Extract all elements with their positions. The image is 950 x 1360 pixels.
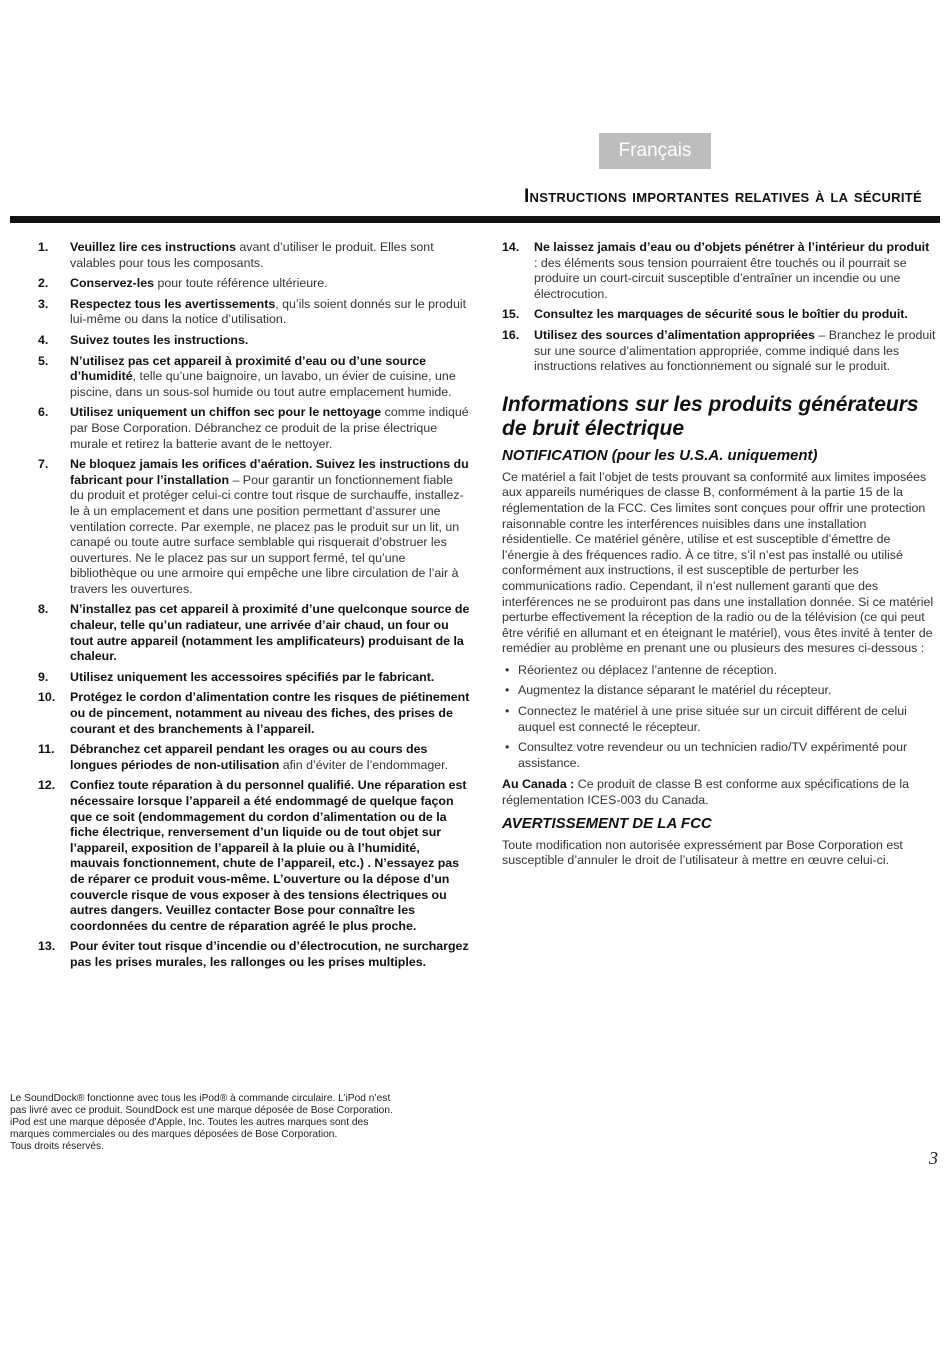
fcc-warning-text: Toute modification non autorisée expressément par Bose Corporation est susceptible d’annuler le droit de l’utilisateur à mettre en œuvre celui-ci. (502, 837, 903, 868)
safety-instructions-list-continued (502, 240, 936, 375)
instruction-number: 12. (38, 778, 56, 793)
page-number: 3 (929, 1148, 938, 1168)
instruction-item (38, 405, 470, 452)
instruction-number: 11. (38, 742, 55, 757)
trademark-footnote (10, 1093, 480, 1153)
instruction-item (38, 240, 470, 271)
instruction-number: 16. (502, 327, 520, 342)
instruction-item (502, 240, 936, 302)
footnote-line: marques commerciales ou des marques déposées de Bose Corporation. (10, 1129, 338, 1140)
instruction-number: 6. (38, 405, 49, 420)
instruction-number: 8. (38, 602, 49, 617)
instruction-bold-text: Consultez les marquages de sécurité sous le boîtier du produit. (534, 307, 908, 322)
footnote-line: iPod est une marque déposée d’Apple, Inc. Toutes les autres marques sont des (10, 1117, 369, 1128)
instruction-number: 9. (38, 669, 49, 684)
instruction-item (38, 333, 470, 349)
instruction-number: 15. (502, 307, 520, 322)
instruction-item (38, 778, 470, 934)
instruction-number: 3. (38, 296, 49, 311)
title-divider (10, 216, 940, 223)
bullet-item (502, 740, 936, 771)
instruction-number: 7. (38, 457, 49, 472)
instruction-bold-text: Débranchez cet appareil pendant les orages ou au cours des longues périodes de non-utilisation (70, 742, 428, 772)
bullet-dot-icon: • (505, 740, 510, 755)
instruction-bold-text: Respectez tous les avertissements (70, 296, 276, 311)
bullet-dot-icon: • (505, 662, 510, 677)
remedy-bullet-list (502, 663, 936, 772)
instruction-bold-text: N’installez pas cet appareil à proximité d’une quelconque source de chaleur, telle qu’un radiateur, une arrivée d’air chaud, un four ou tout autre appareil (notamment les amplificateurs) produisant de la chaleur. (70, 602, 470, 664)
instruction-number: 10. (38, 690, 56, 705)
footnote-line: Le SoundDock® fonctionne avec tous les iPod® à commande circulaire. L’iPod n’est (10, 1093, 391, 1104)
bullet-text: Réorientez ou déplacez l’antenne de réception. (518, 662, 778, 677)
instruction-item (38, 602, 470, 664)
instruction-item (38, 742, 470, 773)
footnote-line: Tous droits réservés. (10, 1141, 104, 1152)
instruction-bold-text: Utilisez des sources d’alimentation appropriées (534, 327, 815, 342)
fcc-warning-heading: AVERTISSEMENT DE LA FCC (502, 814, 712, 832)
canada-label: Au Canada : (502, 777, 575, 792)
bullet-dot-icon: • (505, 683, 510, 698)
left-column (38, 240, 470, 976)
language-tab: Français (599, 133, 711, 169)
instruction-number: 1. (38, 240, 49, 254)
instruction-text: – Pour garantir un fonctionnement fiable du produit et protéger celui-ci contre tout risque de surchauffe, installez-le à un emplacement et dans une position permettant d’assurer une ventilation correcte. Par exemple, ne placez pas le produit sur un lit, un canapé ou toute autre surface semblable qui risquerait d’obstruer les ouvertures. Ne le placez pas sur un support fermé, tel qu’une bibliothèque ou une armoire qui empêche une libre circulation de l’air à travers les ouvertures. (70, 472, 464, 596)
instruction-text: , qu’ils soient donnés sur le produit lui-même ou dans la notice d’utilisation. (70, 296, 467, 327)
instruction-bold-text: N’utilisez pas cet appareil à proximité d’eau ou d’une source d’humidité (70, 353, 426, 384)
instruction-bold-text: Utilisez uniquement les accessoires spécifiés par le fabricant. (70, 669, 435, 684)
emi-section-heading: Informations sur les produits générateurs de bruit électrique (502, 392, 919, 440)
instruction-item (502, 307, 936, 323)
instruction-text: : des éléments sous tension pourraient être touchés ou il pourrait se produire un court-circuit susceptible d’entraîner un incendie ou une électrocution. (534, 255, 907, 301)
right-column (502, 240, 936, 875)
instruction-text: comme indiqué par Bose Corporation. Débranchez ce produit de la prise électrique murale et retirez la batterie avant de le nettoyer. (70, 405, 469, 451)
canada-text: Ce produit de classe B est conforme aux spécifications de la réglementation ICES-003 du Canada. (502, 777, 910, 808)
instruction-item (38, 939, 470, 970)
instruction-bold-text: Protégez le cordon d’alimentation contre les risques de piétinement ou de pincement, notamment au niveau des fiches, des prises de courant et des branchements à l’appareil. (70, 690, 470, 736)
instruction-bold-text: Ne bloquez jamais les orifices d’aération. Suivez les instructions du fabricant pour l’installation (70, 457, 469, 487)
instruction-bold-text: Utilisez uniquement un chiffon sec pour le nettoyage (70, 405, 382, 420)
bullet-dot-icon: • (505, 704, 510, 719)
bullet-item (502, 704, 936, 735)
bullet-item (502, 663, 936, 679)
notification-text: Ce matériel a fait l’objet de tests prouvant sa conformité aux limites imposées aux appareils numériques de classe B, conformément à la partie 15 de la réglementation de la FCC. Ces limites sont conçues pour offrir une protection raisonnable contre les interférences nuisibles dans une installation résidentielle. Ce matériel génère, utilise et est susceptible d’émettre de l’énergie à des fréquences radio. À ce titre, s’il n’est pas installé ou utilisé conformément aux instructions, il est susceptible de perturber les communications radio. Cependant, il n’est nullement garanti que des interférences ne se produiront pas dans une installation donnée. Si ce matériel perturbe effectivement la réception de la radio ou de la télévision (ce qui peut être vérifié en allumant et en éteignant le matériel), vous êtes invité à tenter de remédier au problème en prenant une ou plusieurs des mesures ci-dessous : (502, 469, 934, 656)
bullet-text: Connectez le matériel à une prise située sur un circuit différent de celui auquel est connecté le récepteur. (518, 704, 907, 734)
instruction-bold-text: Ne laissez jamais d’eau ou d’objets pénétrer à l’intérieur du produit (534, 240, 930, 254)
instruction-text: , telle qu’une baignoire, un lavabo, un évier de cuisine, une piscine, dans un sous-sol humide ou tout autre emplacement humide. (70, 369, 456, 399)
instruction-item (502, 328, 936, 375)
instruction-text: – Branchez le produit sur une source d’alimentation appropriée, comme indiqué dans les instructions relatives au fonctionnement ou signalé sur le produit. (534, 327, 936, 374)
instruction-item (38, 457, 470, 597)
instruction-number: 13. (38, 939, 56, 954)
instruction-number: 2. (38, 276, 49, 291)
instruction-item (38, 670, 470, 686)
instruction-bold-text: Pour éviter tout risque d’incendie ou d’électrocution, ne surchargez pas les prises murales, les rallonges ou les prises multiples. (70, 939, 469, 969)
instruction-text: pour toute référence ultérieure. (154, 276, 328, 291)
instruction-item (38, 354, 470, 401)
bullet-text: Consultez votre revendeur ou un technicien radio/TV expérimenté pour assistance. (518, 740, 908, 770)
bullet-item (502, 683, 936, 699)
safety-instructions-list (38, 240, 470, 971)
instruction-bold-text: Veuillez lire ces instructions (70, 240, 236, 254)
instruction-number: 14. (502, 240, 520, 254)
instruction-item (38, 297, 470, 328)
bullet-text: Augmentez la distance séparant le matériel du récepteur. (518, 683, 832, 698)
instruction-number: 5. (38, 353, 49, 368)
instruction-item (38, 276, 470, 292)
instruction-number: 4. (38, 332, 49, 347)
instruction-bold-text: Confiez toute réparation à du personnel qualifié. Une réparation est nécessaire lorsque l’appareil a été endommagé de quelque façon que ce soit (endommagement du cordon d’alimentation ou de la fiche électrique, renversement d’un liquide ou de tout objet sur l’appareil, exposition de l’appareil à la pluie ou à l’humidité, mauvais fonctionnement, chute de l’appareil, etc.) . N’essayez pas de réparer ce produit vous-même. L’ouverture ou la dépose d’un couvercle risque de vous exposer à des tensions électriques ou autres dangers. Veuillez contacter Bose pour connaître les coordonnées du centre de réparation agréé le plus proche. (70, 778, 467, 933)
page-title: Instructions importantes relatives à la sécurité (523, 186, 922, 207)
instruction-text: afin d’éviter de l’endommager. (279, 757, 449, 772)
footnote-line: pas livré avec ce produit. SoundDock est une marque déposée de Bose Corporation. (10, 1105, 393, 1116)
instruction-text: avant d’utiliser le produit. Elles sont valables pour tous les composants. (70, 240, 434, 270)
canada-notice (502, 777, 936, 808)
instruction-item (38, 690, 470, 737)
notification-heading: NOTIFICATION (pour les U.S.A. uniquement) (502, 446, 818, 464)
instruction-bold-text: Conservez-les (70, 276, 155, 291)
instruction-bold-text: Suivez toutes les instructions. (70, 332, 249, 347)
